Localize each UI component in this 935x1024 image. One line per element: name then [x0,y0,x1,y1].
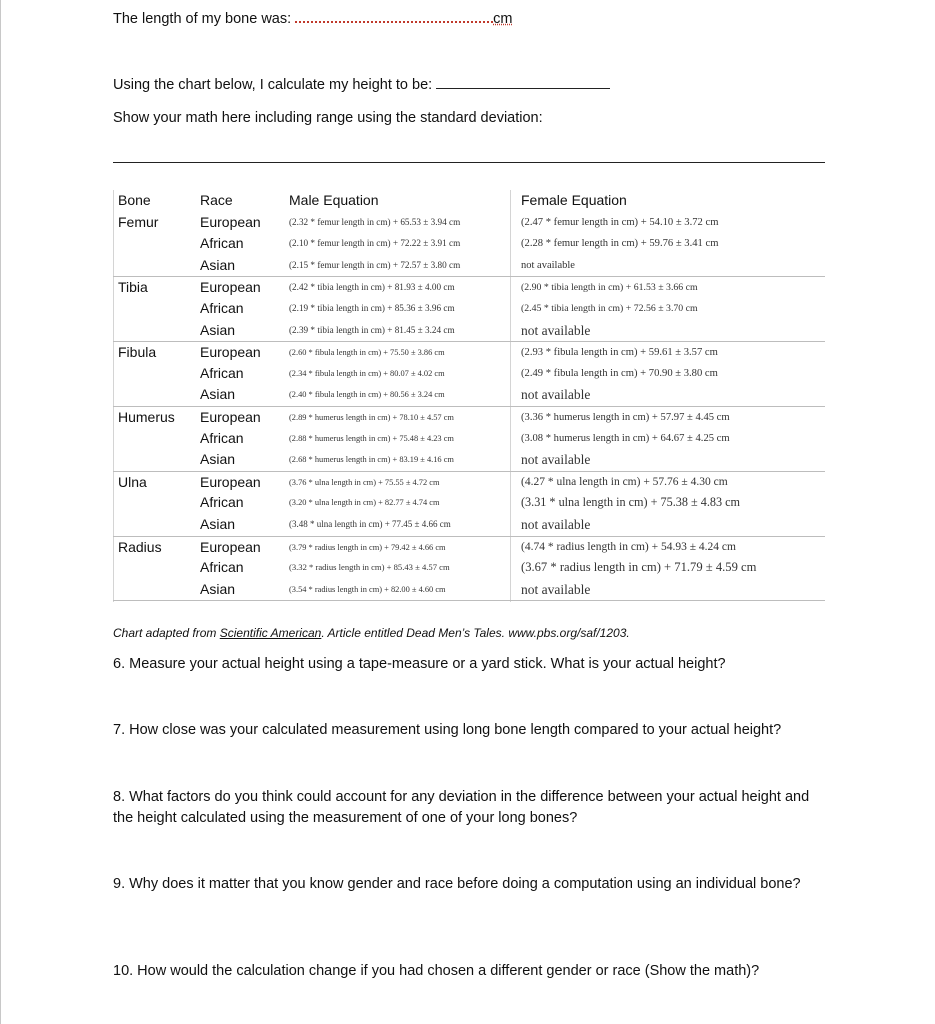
question-7: 7. How close was your calculated measurement using long bone length compared to your actual height? [113,722,782,738]
male-equation-cell: (3.76 * ulna length in cm) + 75.55 ± 4.72 cm [289,477,440,487]
race-cell: African [200,364,244,381]
show-math-label: Show your math here including range using the standard deviation: [113,110,543,126]
race-cell: African [200,429,244,446]
table-row [113,255,825,277]
caption-prefix: Chart adapted from [113,626,220,640]
male-equation-cell: (2.32 * femur length in cm) + 65.53 ± 3.94 cm [289,216,461,227]
header-male-equation: Male Equation [289,192,379,208]
male-equation-cell: (3.54 * radius length in cm) + 82.00 ± 4.60 cm [289,584,446,594]
table-row [113,536,825,559]
table-row [113,579,825,602]
bone-cell: Ulna [118,473,147,490]
table-row [113,384,825,406]
calculated-height-blank[interactable] [436,88,610,89]
bone-cell: Humerus [118,409,175,425]
bone-length-unit: cm [493,11,513,27]
table-row [113,212,825,234]
table-row [113,276,825,299]
male-equation-cell: (2.68 * humerus length in cm) + 83.19 ± 4.16 cm [289,455,454,465]
race-cell: Asian [200,386,236,403]
female-equation-cell: (3.08 * humerus length in cm) + 64.67 ± 4.25 cm [521,432,730,444]
female-equation-cell: (2.49 * fibula length in cm) + 70.90 ± 3.80 cm [521,367,718,379]
table-row [113,449,825,471]
table-row [113,363,825,385]
female-equation-cell: not available [521,322,591,338]
female-equation-cell: (2.47 * femur length in cm) + 54.10 ± 3.72 cm [521,216,719,228]
caption-suffix: . Article entitled Dead Men’s Tales. www.pbs.org/saf/1203. [321,626,630,640]
female-equation-cell: not available [521,581,591,597]
race-cell: Asian [200,451,236,468]
calculated-height-label: Using the chart below, I calculate my height to be: [113,77,433,93]
question-6: 6. Measure your actual height using a tape-measure or a yard stick. What is your actual height? [113,656,726,672]
header-female-equation: Female Equation [521,192,627,208]
answer-line[interactable] [113,162,825,163]
male-equation-cell: (3.48 * ulna length in cm) + 77.45 ± 4.66 cm [289,519,451,529]
calculated-height-prompt [113,75,610,96]
race-cell: African [200,235,244,252]
header-bone: Bone [118,192,151,208]
table-row [113,492,825,514]
male-equation-cell: (3.79 * radius length in cm) + 79.42 ± 4.66 cm [289,542,446,552]
female-equation-cell: (3.67 * radius length in cm) + 71.79 ± 4.59 cm [521,560,757,575]
race-cell: African [200,494,244,511]
race-cell: European [200,279,261,296]
male-equation-cell: (3.32 * radius length in cm) + 85.43 ± 4.57 cm [289,562,450,573]
female-equation-cell: (2.90 * tibia length in cm) + 61.53 ± 3.66 cm [521,282,698,294]
male-equation-cell: (3.20 * ulna length in cm) + 82.77 ± 4.74 cm [289,498,440,508]
table-row [113,320,825,342]
race-cell: African [200,559,244,576]
race-cell: Asian [200,580,236,597]
female-equation-cell: (4.27 * ulna length in cm) + 57.76 ± 4.30 cm [521,475,728,488]
question-8: 8. What factors do you think could account for any deviation in the difference between your actual height and the height calculated using the measurement of one of your long bones? [113,789,810,826]
caption-source-link[interactable]: Scientific American [219,626,322,640]
bone-length-blank[interactable] [295,21,493,23]
race-cell: European [200,213,261,230]
male-equation-cell: (2.40 * fibula length in cm) + 80.56 ± 3.24 cm [289,390,445,400]
table-row [113,471,825,494]
male-equation-cell: (2.10 * femur length in cm) + 72.22 ± 3.91 cm [289,238,461,249]
male-equation-cell: (2.39 * tibia length in cm) + 81.45 ± 3.24 cm [289,324,455,335]
female-equation-cell: not available [521,387,591,403]
female-equation-cell: (2.45 * tibia length in cm) + 72.56 ± 3.70 cm [521,303,698,314]
female-equation-cell: not available [521,259,575,271]
race-cell: European [200,538,261,555]
male-equation-cell: (2.60 * fibula length in cm) + 75.50 ± 3.86 cm [289,348,445,358]
bone-length-prompt [113,9,513,30]
male-equation-cell: (2.15 * femur length in cm) + 72.57 ± 3.80 cm [289,259,461,270]
race-cell: European [200,473,261,490]
race-cell: Asian [200,516,236,532]
question-9: 9. Why does it matter that you know gender and race before doing a computation using an individual bone? [113,876,801,892]
bone-cell: Fibula [118,344,157,361]
bone-length-label: The length of my bone was: [113,11,292,27]
page-left-border [0,0,1,1024]
table-row [113,557,825,579]
male-equation-cell: (2.34 * fibula length in cm) + 80.07 ± 4.02 cm [289,368,445,378]
race-cell: European [200,344,261,361]
male-equation-cell: (2.88 * humerus length in cm) + 75.48 ± 4.23 cm [289,433,454,443]
female-equation-cell: (2.28 * femur length in cm) + 59.76 ± 3.41 cm [521,238,719,250]
race-cell: European [200,409,261,425]
question-10: 10. How would the calculation change if you had chosen a different gender or race (Show the math)? [113,963,760,979]
table-header-row [113,190,825,212]
bone-cell: Radius [118,538,162,555]
female-equation-cell: (4.74 * radius length in cm) + 54.93 ± 4.24 cm [521,540,736,553]
female-equation-cell: (3.36 * humerus length in cm) + 57.97 ± 4.45 cm [521,412,730,423]
table-row [113,406,825,429]
chart-source-caption [113,626,630,640]
header-race: Race [200,192,233,208]
table-row [113,428,825,450]
female-equation-cell: (2.93 * fibula length in cm) + 59.61 ± 3.57 cm [521,347,718,359]
male-equation-cell: (2.19 * tibia length in cm) + 85.36 ± 3.96 cm [289,303,455,313]
female-equation-cell: not available [521,517,591,532]
table-row [113,298,825,320]
table-row [113,514,825,536]
bone-cell: Femur [118,213,159,230]
table-row [113,233,825,255]
table-row [113,341,825,364]
race-cell: African [200,300,244,316]
male-equation-cell: (2.89 * humerus length in cm) + 78.10 ± 4.57 cm [289,413,454,422]
bone-cell: Tibia [118,279,148,296]
female-equation-cell: (3.31 * ulna length in cm) + 75.38 ± 4.83 cm [521,495,741,510]
male-equation-cell: (2.42 * tibia length in cm) + 81.93 ± 4.00 cm [289,282,455,293]
female-equation-cell: not available [521,452,591,468]
race-cell: Asian [200,321,236,338]
race-cell: Asian [200,256,236,273]
